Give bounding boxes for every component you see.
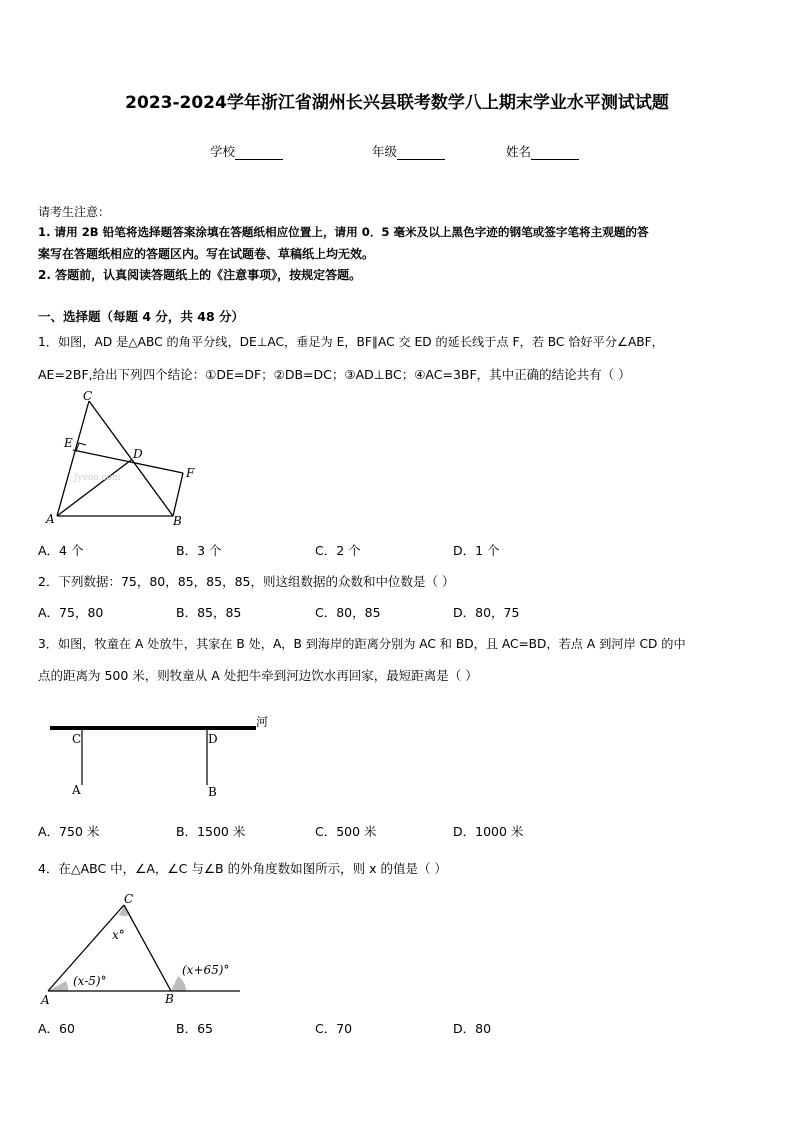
q2-option-a: A．75，80: [38, 605, 104, 620]
q1-option-b: B．3 个: [176, 543, 222, 558]
label-c: C: [72, 732, 82, 746]
grade-blank: [397, 145, 445, 160]
q3-option-c: C．500 米: [315, 824, 377, 839]
q4-option-a: A．60: [38, 1021, 75, 1036]
segment-bc: [89, 401, 173, 516]
q1-option-d: D．1 个: [453, 543, 500, 558]
label-b: B: [208, 785, 217, 799]
q3-figure: [38, 710, 278, 802]
label-b: B: [173, 514, 182, 528]
q4-option-d: D．80: [453, 1021, 492, 1036]
q1-line-1: 1．如图，AD 是△ABC 的角平分线，DE⊥AC，垂足为 E，BF∥AC 交 ED 的延长线于点 F，若 BC 恰好平分∠ABF，: [38, 335, 664, 349]
school-label: 学校: [210, 144, 236, 159]
segment-bf: [173, 473, 183, 516]
notice-heading: 请考生注意：: [38, 205, 111, 219]
grade-field: [372, 142, 445, 160]
label-c: C: [124, 892, 134, 906]
angle-b-ext-shade: [171, 976, 186, 991]
q1-figure: [38, 385, 218, 530]
q3-option-d: D．1000 米: [453, 824, 524, 839]
segment-ac: [57, 401, 89, 516]
q2-option-c: C．80，85: [315, 605, 381, 620]
label-d: D: [208, 732, 218, 746]
q2-line-1: 2．下列数据：75，80，85，85，85，则这组数据的众数和中位数是（ ）: [38, 574, 455, 589]
name-blank: [531, 145, 579, 160]
q2-option-b: B．85，85: [176, 605, 242, 620]
label-f: F: [186, 466, 195, 480]
label-d: D: [133, 447, 143, 461]
q3-line-1: 3．如图，牧童在 A 处放牛，其家在 B 处，A，B 到海岸的距离分别为 AC 和 BD，且 AC=BD，若点 A 到河岸 CD 的中: [38, 637, 686, 651]
label-c: C: [83, 389, 93, 403]
q2-option-d: D．80，75: [453, 605, 520, 620]
school-blank: [235, 145, 283, 160]
label-a: A: [41, 993, 50, 1007]
q1-option-c: C．2 个: [315, 543, 361, 558]
name-label: 姓名: [506, 144, 532, 159]
label-river: 河: [256, 715, 269, 729]
q4-line-1: 4．在△ABC 中，∠A，∠C 与∠B 的外角度数如图所示，则 x 的值是（ ）: [38, 861, 447, 876]
notice-line-2: 2. 答题前，认真阅读答题纸上的《注意事项》，按规定答题。: [38, 268, 362, 282]
label-e: E: [64, 436, 73, 450]
grade-label: 年级: [372, 144, 398, 159]
q4-figure: [38, 888, 248, 1010]
q4-option-b: B．65: [176, 1021, 213, 1036]
label-angle-b: (x+65)°: [182, 963, 230, 977]
q3-option-b: B．1500 米: [176, 824, 246, 839]
label-a: A: [46, 512, 55, 526]
notice-line-1b: 案写在答题纸相应的答题区内。写在试题卷、草稿纸上均无效。: [38, 247, 375, 261]
q3-option-a: A．750 米: [38, 824, 100, 839]
segment-ad: [57, 460, 131, 516]
label-angle-a: (x-5)°: [73, 974, 107, 988]
segment-bc: [124, 905, 171, 991]
page-title: 2023-2024学年浙江省湖州长兴县联考数学八上期末学业水平测试试题: [125, 93, 669, 113]
angle-a-shade: [48, 981, 68, 991]
label-a: A: [72, 783, 81, 797]
label-angle-c: x°: [112, 928, 125, 942]
q1-line-2: AE=2BF,给出下列四个结论：①DE=DF；②DB=DC；③AD⊥BC；④AC=3BF，其中正确的结论共有（ ）: [38, 367, 631, 382]
watermark: Jyeoo.com: [74, 473, 121, 483]
name-field: [506, 142, 579, 160]
school-field: [210, 142, 283, 160]
label-b: B: [165, 992, 174, 1006]
notice-line-1a: 1. 请用 2B 铅笔将选择题答案涂填在答题纸相应位置上，请用 0．5 毫米及以上黑色字迹的钢笔或签字笔将主观题的答: [38, 225, 649, 239]
q3-line-2: 点的距离为 500 米，则牧童从 A 处把牛牵到河边饮水再回家，最短距离是（ ）: [38, 668, 478, 683]
q1-option-a: A．4 个: [38, 543, 84, 558]
q4-option-c: C．70: [315, 1021, 353, 1036]
section-heading: 一、选择题（每题 4 分，共 48 分）: [38, 309, 245, 324]
